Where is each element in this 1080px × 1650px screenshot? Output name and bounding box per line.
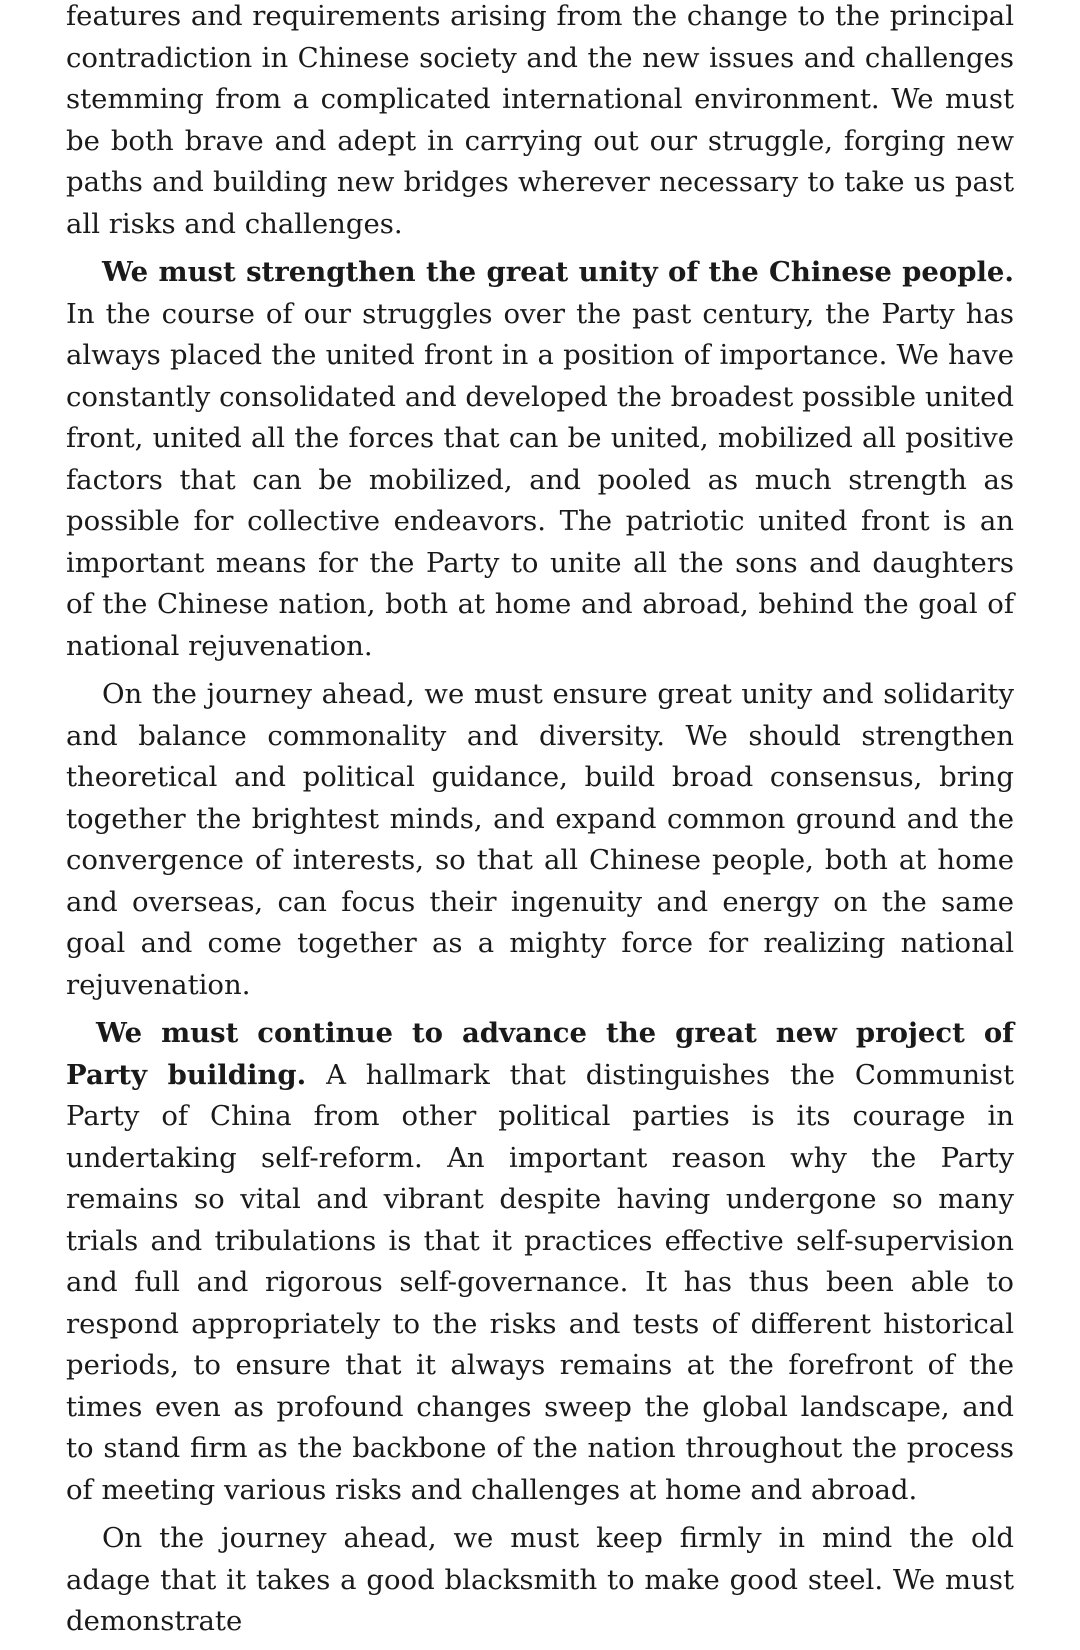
paragraph-lead: We must continue to advance the great new project of Party building.: [66, 1017, 1014, 1091]
paragraph-party-building: [66, 1013, 1014, 1511]
paragraph-body: On the journey ahead, we must ensure great unity and solidarity and balance commonality and diversity. We should strengthen theoretical and political guidance, build broad consensus, bring together the brightest minds, and expand common ground and the convergence of interests, so that all Chinese people, both at home and overseas, can focus their ingenuity and energy on the same goal and come together as a mighty force for realizing national rejuvenation.: [66, 678, 1014, 1001]
paragraph-journey-unity: [66, 674, 1014, 1006]
paragraph-journey-blacksmith: [66, 1518, 1014, 1643]
paragraph-body: features and requirements arising from the change to the principal contradiction in Chinese society and the new issues and challenges stemming from a complicated international environment. We must be both brave and adept in carrying out our struggle, forging new paths and building new bridges wherever necessary to take us past all risks and challenges.: [66, 0, 1014, 240]
paragraph-body: In the course of our struggles over the past century, the Party has always placed the united front in a position of importance. We have constantly consolidated and developed the broadest possible united front, united all the forces that can be united, mobilized all positive factors that can be mobilized, and pooled as much strength as possible for collective endeavors. The patriotic united front is an important means for the Party to unite all the sons and daughters of the Chinese nation, both at home and abroad, behind the goal of national rejuvenation.: [66, 297, 1014, 662]
paragraph-body: On the journey ahead, we must keep firmly in mind the old adage that it takes a good blacksmith to make good steel. We must demonstrate: [66, 1522, 1014, 1637]
paragraph-lead: We must strengthen the great unity of the Chinese people.: [102, 256, 1014, 288]
paragraph-continuation: [66, 0, 1014, 245]
paragraph-unity: [66, 252, 1014, 667]
document-page: [66, 0, 1014, 1650]
paragraph-body: A hallmark that distinguishes the Communist Party of China from other political parties is its courage in undertaking self-reform. An important reason why the Party remains so vital and vibrant despite having undergone so many trials and tribulations is that it practices effective self-supervision and full and rigorous self-governance. It has thus been able to respond appropriately to the risks and tests of different historical periods, to ensure that it always remains at the forefront of the times even as profound changes sweep the global landscape, and to stand firm as the backbone of the nation throughout the process of meeting various risks and challenges at home and abroad.: [66, 1058, 1014, 1506]
